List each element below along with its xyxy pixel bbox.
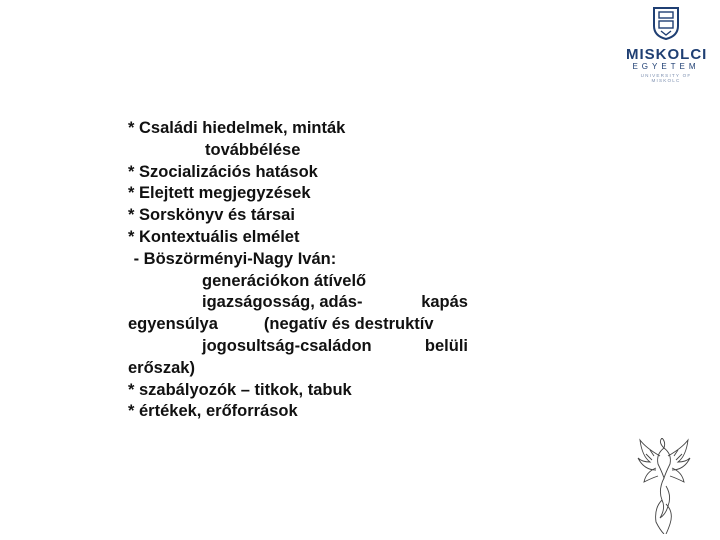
text-fragment: igazságosság, adás- [202,293,363,312]
bullet-line: * Családi hiedelmek, minták [128,119,346,137]
bullet-line: * értékek, erőforrások [128,402,298,421]
bullet-line [128,314,468,336]
bullet-line: * szabályozók – titkok, tabuk [128,380,352,399]
university-logo [626,6,708,83]
text-fragment: jogosultság-családon [202,336,372,355]
bullet-line: * Sorskönyv és társai [128,206,295,225]
text-fragment: kapás [421,293,468,312]
logo-name: MISKOLCI [626,46,708,63]
logo-english-name: UNIVERSITY OF MISKOLC [640,73,692,83]
bullet-line: * Elejtett megjegyzések [128,184,311,203]
phoenix-icon [636,438,692,534]
text-fragment: egyensúlya [128,315,218,334]
bullet-line [128,292,468,314]
bullet-line: továbbélése [205,140,301,159]
university-crest-icon [652,6,680,40]
bullet-line: * Kontextuális elmélet [128,227,300,246]
text-fragment: belüli [424,336,468,355]
bullet-line: erőszak) [128,358,195,377]
bullet-line: - Böszörményi-Nagy Iván: [129,249,337,268]
slide-body [128,118,468,423]
bullet-line: generációkon átívelő [202,271,367,290]
text-fragment: (negatív és destruktív [263,315,434,334]
bullet-line [128,336,468,358]
bullet-line: * Szocializációs hatások [128,162,318,181]
logo-subtitle: EGYETEM [632,62,700,71]
